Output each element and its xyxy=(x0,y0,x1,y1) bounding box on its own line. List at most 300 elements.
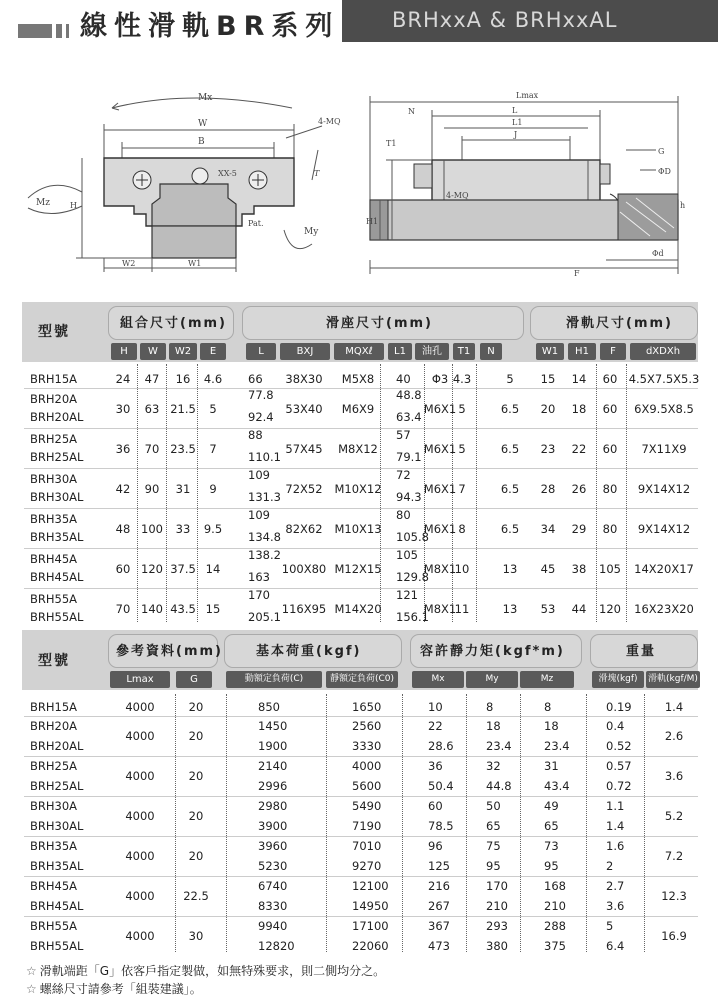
t2-g: 20 xyxy=(188,849,204,863)
t1-l1: 105.8 xyxy=(396,530,429,544)
t1-oil: M6X1 xyxy=(423,482,457,496)
t1-divider xyxy=(137,364,138,622)
footnote-2 xyxy=(26,980,202,997)
t2-model: BRH30AL xyxy=(30,819,84,833)
t1-w: 63 xyxy=(144,402,160,416)
t2-model: BRH25AL xyxy=(30,779,84,793)
t2-divider xyxy=(520,694,521,952)
t1-l1: 94.3 xyxy=(396,490,422,504)
t2-c: 3900 xyxy=(258,819,288,833)
t2-c: 1900 xyxy=(258,739,288,753)
front-label-my: My xyxy=(304,227,319,237)
t2-model: BRH55A xyxy=(30,919,78,933)
t1-n: 6.5 xyxy=(500,402,520,416)
t2-model: BRH35A xyxy=(30,839,78,853)
front-label-t: T xyxy=(314,169,320,178)
t1-f: 105 xyxy=(599,562,621,576)
t2-my: 32 xyxy=(486,759,501,773)
side-label-l1: L1 xyxy=(512,118,523,127)
t1-ddh: 7X11X9 xyxy=(641,442,687,456)
t1-w2: 37.5 xyxy=(170,562,196,576)
note-marker: ☆ xyxy=(26,964,37,978)
t2-my: 293 xyxy=(486,919,508,933)
front-label-w2: W2 xyxy=(122,259,136,268)
t1-e: 4.6 xyxy=(203,372,223,386)
t1-l: 109 xyxy=(248,468,270,482)
t1-h1: 38 xyxy=(571,562,587,576)
t1-l1: 40 xyxy=(396,372,411,386)
t1-col-7: L1 xyxy=(388,343,412,360)
t1-model-header: 型號 xyxy=(38,324,70,340)
t1-w1: 15 xyxy=(540,372,556,386)
t1-h: 42 xyxy=(115,482,131,496)
t1-w: 90 xyxy=(144,482,160,496)
t1-ddh: 6X9.5X8.5 xyxy=(634,402,694,416)
t1-w: 47 xyxy=(144,372,160,386)
t2-block: 0.4 xyxy=(606,719,625,733)
side-label-l: L xyxy=(512,106,518,115)
t1-t1: 5 xyxy=(458,442,466,456)
front-label-4mq: 4-MQ xyxy=(318,117,341,126)
t1-f: 60 xyxy=(602,402,618,416)
t2-col-8: 滑軌(kgf/M) xyxy=(646,671,700,688)
t1-oil: M6X1 xyxy=(423,402,457,416)
t1-f: 80 xyxy=(602,522,618,536)
front-label-h: H xyxy=(70,201,77,210)
t1-row-line xyxy=(24,428,698,429)
t1-l: 88 xyxy=(248,428,263,442)
front-view-drawing xyxy=(22,80,352,290)
t2-block: 3.6 xyxy=(606,899,625,913)
t2-model: BRH20A xyxy=(30,719,78,733)
t1-l: 170 xyxy=(248,588,270,602)
side-view-drawing xyxy=(356,80,698,290)
t2-c0: 5600 xyxy=(352,779,382,793)
t2-divider xyxy=(644,694,645,952)
t2-g: 22.5 xyxy=(183,889,209,903)
t2-mx: 78.5 xyxy=(428,819,454,833)
t1-divider xyxy=(476,364,477,622)
t1-h1: 22 xyxy=(571,442,587,456)
t1-model: BRH55A xyxy=(30,592,78,606)
t1-bxj: 72X52 xyxy=(285,482,323,496)
t1-l1: 48.8 xyxy=(396,388,422,402)
t2-divider xyxy=(466,694,467,952)
t1-ddh: 14X20X17 xyxy=(634,562,694,576)
t2-block: 0.52 xyxy=(606,739,632,753)
t2-lmax: 4000 xyxy=(125,849,155,863)
t2-group-weight: 重量 xyxy=(626,644,657,659)
t2-rail-weight: 7.2 xyxy=(664,849,684,863)
t1-l: 138.2 xyxy=(248,548,281,562)
t1-col-3: E xyxy=(200,343,226,360)
side-label-phid: ΦD xyxy=(658,167,671,176)
t1-model: BRH30A xyxy=(30,472,78,486)
t2-mz: 375 xyxy=(544,939,566,953)
side-label-h: h xyxy=(680,201,686,210)
t2-mz: 73 xyxy=(544,839,559,853)
t1-w2: 33 xyxy=(175,522,191,536)
t1-mq: M12X15 xyxy=(334,562,382,576)
t1-h: 30 xyxy=(115,402,131,416)
t1-f: 60 xyxy=(602,372,618,386)
t1-bxj: 57X45 xyxy=(285,442,323,456)
t1-w: 100 xyxy=(141,522,163,536)
t2-c0: 22060 xyxy=(352,939,389,953)
t2-row-line xyxy=(24,716,698,717)
t2-block: 0.72 xyxy=(606,779,632,793)
t2-model: BRH45A xyxy=(30,879,78,893)
t1-col-0: H xyxy=(111,343,137,360)
t1-w2: 31 xyxy=(175,482,191,496)
t2-mx: 96 xyxy=(428,839,443,853)
t2-mz: 23.4 xyxy=(544,739,570,753)
t2-mz: 210 xyxy=(544,899,566,913)
t2-col-5: My xyxy=(466,671,518,688)
t1-model: BRH35A xyxy=(30,512,78,526)
t2-model: BRH20AL xyxy=(30,739,84,753)
t2-model-header: 型號 xyxy=(38,653,70,669)
t1-divider xyxy=(166,364,167,622)
t1-f: 60 xyxy=(602,442,618,456)
t1-mq: M6X9 xyxy=(341,402,375,416)
t2-mx: 60 xyxy=(428,799,443,813)
t2-my: 50 xyxy=(486,799,501,813)
t1-n: 6.5 xyxy=(500,522,520,536)
t2-lmax: 4000 xyxy=(125,700,155,714)
t1-row-line xyxy=(24,588,698,589)
side-label-j: J xyxy=(514,130,518,139)
t2-my: 18 xyxy=(486,719,501,733)
t2-c0: 4000 xyxy=(352,759,382,773)
t2-mx: 36 xyxy=(428,759,443,773)
t1-col-6: MQXℓ xyxy=(334,343,384,360)
t1-group-rail: 滑軌尺寸(mm) xyxy=(566,316,673,331)
t1-l1: 63.4 xyxy=(396,410,422,424)
t1-w2: 16 xyxy=(175,372,191,386)
t2-rail-weight: 3.6 xyxy=(664,769,684,783)
t2-c: 1450 xyxy=(258,719,288,733)
t1-ddh: 4.5X7.5X5.3 xyxy=(628,372,700,386)
t2-mz: 18 xyxy=(544,719,559,733)
t2-mx: 10 xyxy=(428,700,443,714)
t2-block: 0.57 xyxy=(606,759,632,773)
front-label-xx5: XX-5 xyxy=(218,169,237,178)
t2-my: 23.4 xyxy=(486,739,512,753)
page-title: 線性滑軌BR系列 xyxy=(80,11,340,42)
t1-t1: 10 xyxy=(454,562,470,576)
t1-n: 6.5 xyxy=(500,482,520,496)
t1-oil: M8X1 xyxy=(423,602,457,616)
t2-mx: 367 xyxy=(428,919,450,933)
t1-w: 120 xyxy=(141,562,163,576)
footnote-2-text: 螺絲尺寸請參考「組裝建議」。 xyxy=(39,982,202,996)
note-marker: ☆ xyxy=(26,982,37,996)
t1-l: 109 xyxy=(248,508,270,522)
t2-model: BRH55AL xyxy=(30,939,84,953)
t2-g: 20 xyxy=(188,809,204,823)
t2-c0: 1650 xyxy=(352,700,382,714)
t1-group-block: 滑座尺寸(mm) xyxy=(326,316,433,331)
t1-ddh: 9X14X12 xyxy=(637,482,691,496)
t2-g: 20 xyxy=(188,700,204,714)
t1-h: 48 xyxy=(115,522,131,536)
t1-t1: 7 xyxy=(458,482,466,496)
t2-rail-weight: 2.6 xyxy=(664,729,684,743)
t2-mz: 49 xyxy=(544,799,559,813)
t1-l1: 57 xyxy=(396,428,411,442)
t2-row-line xyxy=(24,876,698,877)
t1-bxj: 116X95 xyxy=(281,602,327,616)
t1-w2: 21.5 xyxy=(170,402,196,416)
t2-col-3: 靜額定負荷(C0) xyxy=(326,671,398,688)
t1-l: 92.4 xyxy=(248,410,274,424)
t1-f: 120 xyxy=(599,602,621,616)
t1-h: 36 xyxy=(115,442,131,456)
t1-col-10: N xyxy=(480,343,502,360)
t2-block: 1.1 xyxy=(606,799,625,813)
t1-row-line xyxy=(24,548,698,549)
t1-n: 6.5 xyxy=(500,442,520,456)
t2-rail-weight: 5.2 xyxy=(664,809,684,823)
t1-col-2: W2 xyxy=(169,343,197,360)
t1-e: 14 xyxy=(205,562,221,576)
t1-col-12: H1 xyxy=(568,343,596,360)
t2-block: 6.4 xyxy=(606,939,625,953)
t1-e: 9 xyxy=(209,482,217,496)
t1-w: 140 xyxy=(141,602,163,616)
t2-my: 380 xyxy=(486,939,508,953)
t2-col-7: 滑塊(kgf) xyxy=(592,671,644,688)
t1-divider xyxy=(197,364,198,622)
t2-col-6: Mz xyxy=(520,671,574,688)
t2-divider xyxy=(226,694,227,952)
t2-col-0: Lmax xyxy=(110,671,170,688)
t1-h: 24 xyxy=(115,372,131,386)
t1-t1: 5 xyxy=(458,402,466,416)
side-label-4mq: 4-MQ xyxy=(446,191,469,200)
t1-f: 80 xyxy=(602,482,618,496)
t2-c0: 14950 xyxy=(352,899,389,913)
footnote-1 xyxy=(26,962,385,979)
t2-mx: 50.4 xyxy=(428,779,454,793)
t1-l: 131.3 xyxy=(248,490,281,504)
t2-my: 44.8 xyxy=(486,779,512,793)
t1-h1: 26 xyxy=(571,482,587,496)
t2-mz: 168 xyxy=(544,879,566,893)
front-label-mz: Mz xyxy=(36,198,50,208)
t2-lmax: 4000 xyxy=(125,929,155,943)
t1-mq: M5X8 xyxy=(341,372,375,386)
t1-model: BRH35AL xyxy=(30,530,84,544)
t2-col-1: G xyxy=(176,671,212,688)
t2-lmax: 4000 xyxy=(125,889,155,903)
t1-l: 134.8 xyxy=(248,530,281,544)
t1-model: BRH25AL xyxy=(30,450,84,464)
t2-mx: 216 xyxy=(428,879,450,893)
t2-row-line xyxy=(24,796,698,797)
t2-c: 6740 xyxy=(258,879,288,893)
t1-ddh: 9X14X12 xyxy=(637,522,691,536)
t1-l: 77.8 xyxy=(248,388,274,402)
t1-row-line xyxy=(24,508,698,509)
t1-model: BRH45A xyxy=(30,552,78,566)
t1-l1: 72 xyxy=(396,468,411,482)
t2-c: 2980 xyxy=(258,799,288,813)
t2-group-load: 基本荷重(kgf) xyxy=(256,644,362,659)
t1-mq: M8X12 xyxy=(338,442,378,456)
t2-my: 75 xyxy=(486,839,501,853)
t1-col-11: W1 xyxy=(536,343,564,360)
t1-bxj: 38X30 xyxy=(285,372,323,386)
t1-w1: 20 xyxy=(540,402,556,416)
footnote-1-text: 滑軌端距「G」依客戶指定製做，如無特殊要求，則二側均分之。 xyxy=(39,964,386,978)
t1-l1: 105 xyxy=(396,548,418,562)
front-label-w1: W1 xyxy=(188,259,202,268)
t2-block: 2 xyxy=(606,859,614,873)
t1-l: 110.1 xyxy=(248,450,281,464)
t1-h1: 14 xyxy=(571,372,587,386)
t2-mz: 95 xyxy=(544,859,559,873)
t1-col-8: 油孔 xyxy=(415,343,449,360)
t1-col-5: BXJ xyxy=(280,343,330,360)
t2-c: 850 xyxy=(258,700,280,714)
t1-n: 5 xyxy=(506,372,514,386)
t2-rail-weight: 16.9 xyxy=(661,929,687,943)
t2-c0: 9270 xyxy=(352,859,382,873)
t1-w2: 43.5 xyxy=(170,602,196,616)
t1-mq: M14X20 xyxy=(334,602,382,616)
t1-e: 9.5 xyxy=(203,522,223,536)
t2-c0: 7190 xyxy=(352,819,382,833)
t1-mq: M10X13 xyxy=(334,522,382,536)
t2-row-line xyxy=(24,916,698,917)
t1-model: BRH55AL xyxy=(30,610,84,624)
side-label-h1: H1 xyxy=(366,217,379,226)
t2-row-line xyxy=(24,756,698,757)
t1-w1: 53 xyxy=(540,602,556,616)
t2-c0: 3330 xyxy=(352,739,382,753)
t2-divider xyxy=(586,694,587,952)
t2-g: 30 xyxy=(188,929,204,943)
t2-mz: 65 xyxy=(544,819,559,833)
t2-block: 1.4 xyxy=(606,819,625,833)
t1-model: BRH25A xyxy=(30,432,78,446)
side-label-g: G xyxy=(658,147,665,156)
t2-my: 170 xyxy=(486,879,508,893)
t2-c: 2140 xyxy=(258,759,288,773)
t2-mz: 288 xyxy=(544,919,566,933)
side-label-t1: T1 xyxy=(386,139,397,148)
t1-w1: 45 xyxy=(540,562,556,576)
t2-lmax: 4000 xyxy=(125,769,155,783)
t2-block: 5 xyxy=(606,919,614,933)
t2-model: BRH45AL xyxy=(30,899,84,913)
t1-h: 60 xyxy=(115,562,131,576)
t2-lmax: 4000 xyxy=(125,729,155,743)
t1-col-14: dXDXh xyxy=(630,343,696,360)
t1-model: BRH45AL xyxy=(30,570,84,584)
t1-l1: 156.1 xyxy=(396,610,429,624)
t2-mz: 8 xyxy=(544,700,552,714)
t1-t1: 11 xyxy=(454,602,470,616)
t1-divider xyxy=(626,364,627,622)
t2-my: 65 xyxy=(486,819,501,833)
t2-divider xyxy=(326,694,327,952)
t2-group-reference: 參考資料(mm) xyxy=(116,644,223,659)
front-label-b: B xyxy=(198,137,205,147)
front-label-pat: Pat. xyxy=(248,219,264,228)
t2-mx: 22 xyxy=(428,719,443,733)
t2-divider xyxy=(402,694,403,952)
t2-model: BRH25A xyxy=(30,759,78,773)
t1-t1: 4.3 xyxy=(452,372,472,386)
t1-l1: 129.8 xyxy=(396,570,429,584)
t1-l: 66 xyxy=(248,372,263,386)
t1-group-assembly: 組合尺寸(mm) xyxy=(120,316,227,331)
page-subtitle: BRHxxA & BRHxxAL xyxy=(392,8,618,32)
t1-divider xyxy=(596,364,597,622)
t2-block: 0.19 xyxy=(606,700,632,714)
t1-w1: 28 xyxy=(540,482,556,496)
t1-n: 13 xyxy=(502,562,518,576)
t2-c: 9940 xyxy=(258,919,288,933)
t1-oil: Φ3 xyxy=(431,372,449,386)
t1-h: 70 xyxy=(115,602,131,616)
t1-bxj: 82X62 xyxy=(285,522,323,536)
t1-oil: M8X1 xyxy=(423,562,457,576)
t2-c0: 7010 xyxy=(352,839,382,853)
t1-e: 5 xyxy=(209,402,217,416)
t1-l1: 80 xyxy=(396,508,411,522)
t2-mx: 267 xyxy=(428,899,450,913)
t2-mx: 473 xyxy=(428,939,450,953)
t2-block: 1.6 xyxy=(606,839,625,853)
t1-l1: 79.1 xyxy=(396,450,422,464)
t1-model: BRH20AL xyxy=(30,410,84,424)
t2-c0: 2560 xyxy=(352,719,382,733)
t2-c: 12820 xyxy=(258,939,295,953)
t1-oil: M6X1 xyxy=(423,522,457,536)
t1-l: 205.1 xyxy=(248,610,281,624)
t1-e: 7 xyxy=(209,442,217,456)
t2-model: BRH15A xyxy=(30,700,78,714)
t1-h1: 29 xyxy=(571,522,587,536)
t1-row-line xyxy=(24,468,698,469)
t2-my: 8 xyxy=(486,700,494,714)
t2-lmax: 4000 xyxy=(125,809,155,823)
t1-col-1: W xyxy=(140,343,166,360)
t2-c: 8330 xyxy=(258,899,288,913)
t2-g: 20 xyxy=(188,769,204,783)
t1-row-line xyxy=(24,388,698,389)
t2-col-2: 動額定負荷(C) xyxy=(226,671,322,688)
t2-c0: 5490 xyxy=(352,799,382,813)
t1-l: 163 xyxy=(248,570,270,584)
t2-group-moment: 容許靜力矩(kgf*m) xyxy=(420,644,565,659)
t2-rail-weight: 12.3 xyxy=(661,889,687,903)
t2-model: BRH30A xyxy=(30,799,78,813)
t1-model: BRH30AL xyxy=(30,490,84,504)
t2-my: 210 xyxy=(486,899,508,913)
t2-mx: 125 xyxy=(428,859,450,873)
t1-bxj: 100X80 xyxy=(281,562,327,576)
t2-col-4: Mx xyxy=(412,671,464,688)
front-label-w: W xyxy=(198,119,208,129)
t1-col-9: T1 xyxy=(453,343,475,360)
t1-t1: 8 xyxy=(458,522,466,536)
t2-mz: 43.4 xyxy=(544,779,570,793)
